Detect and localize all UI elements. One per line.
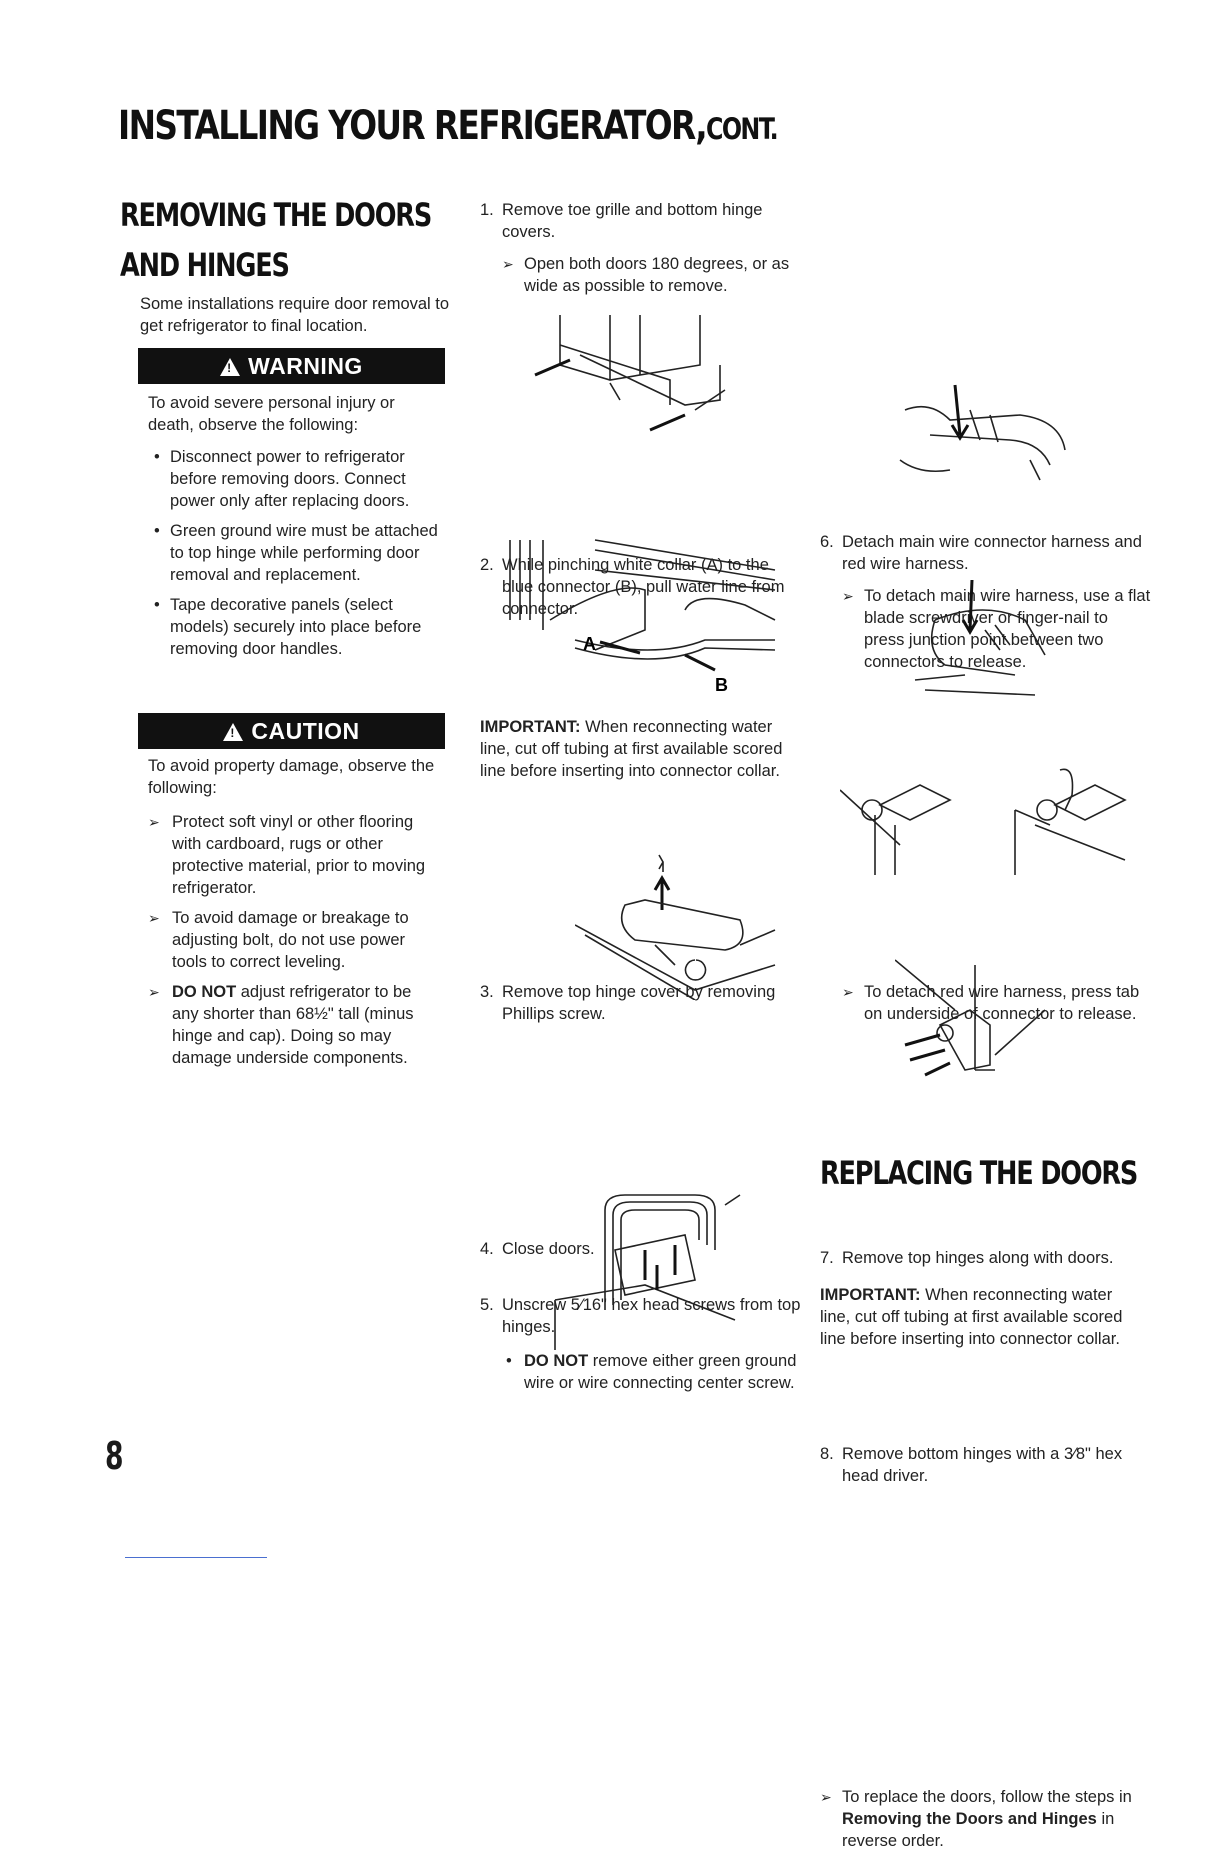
removing-heading: [120, 190, 431, 290]
caution-intro: To avoid property damage, observe the following:: [148, 757, 435, 797]
step-5-sub: [502, 1350, 802, 1394]
important-note-2: [820, 1284, 1130, 1350]
replacing-step-pre: To replace the doors, follow the steps in: [842, 1788, 1132, 1806]
top-hinges-figure: [840, 765, 1130, 880]
replacing-step-strong: Removing the Doors and Hinges: [842, 1810, 1097, 1828]
caution-item-strong: DO NOT: [172, 983, 237, 1001]
warning-banner: [138, 348, 445, 384]
figure-label-b: B: [715, 675, 728, 695]
step-8-text: Remove bottom hinges with a 3⁄8" hex head driver.: [842, 1445, 1123, 1485]
step-1-sub: ➢ Open both doors 180 degrees, or as wide as possible to remove.: [502, 253, 802, 297]
footer-rule: [125, 1557, 267, 1558]
step-5-sub-rest: remove either green ground wire or wire connecting center screw.: [524, 1352, 797, 1392]
step-number: 5.: [480, 1296, 494, 1314]
warning-item: • Disconnect power to refrigerator before removing doors. Connect power only after replacing doors.: [148, 446, 438, 512]
step-number: 6.: [820, 533, 834, 551]
caution-banner: [138, 713, 445, 749]
toe-grille-figure: [520, 305, 740, 440]
step-5-text: Unscrew 5⁄16" hex head screws from top hinges.: [502, 1296, 801, 1336]
removing-heading-line1: REMOVING THE DOORS: [120, 196, 432, 234]
step-6-text: Detach main wire connector harness and red wire harness.: [842, 533, 1142, 573]
warning-item: • Tape decorative panels (select models) securely into place before removing door handles.: [148, 594, 438, 660]
warning-intro: To avoid severe personal injury or death, observe the following:: [148, 394, 395, 434]
step-number: 2.: [480, 556, 494, 574]
top-hinge-screws-figure: [545, 1190, 765, 1350]
page-title-main: INSTALLING YOUR REFRIGERATOR,: [118, 103, 707, 149]
step-5-sub-strong: DO NOT: [524, 1352, 589, 1370]
removing-intro: Some installations require door removal to get refrigerator to final location.: [140, 295, 450, 335]
warning-label: WARNING: [248, 353, 363, 379]
figure-label-a: A: [583, 634, 596, 654]
warning-triangle-icon: [220, 358, 240, 376]
important-note-1: [480, 716, 790, 782]
step-number: 1.: [480, 201, 494, 219]
main-wire-harness-figure: [890, 380, 1080, 490]
step-4-text: Close doors.: [502, 1240, 595, 1258]
step-number: 7.: [820, 1249, 834, 1267]
bottom-hinges-figure: [895, 955, 1055, 1085]
page-number: 8: [105, 1434, 124, 1478]
caution-item: ➢ To avoid damage or breakage to adjusting bolt, do not use power tools to correct leveling.: [148, 907, 440, 973]
water-line-figure: [505, 530, 785, 695]
step-1: [480, 199, 802, 297]
caution-item: ➢ Protect soft vinyl or other flooring with cardboard, rugs or other protective material, prior to moving refrigerator.: [148, 811, 440, 899]
step-1-text: Remove toe grille and bottom hinge covers.: [502, 201, 763, 241]
step-6-sub-1: ➢ To detach main wire harness, use a flat blade screwdriver or finger-nail to press junction point between two connectors to release.: [842, 585, 1152, 673]
step-number: 3.: [480, 983, 494, 1001]
step-number: 8.: [820, 1445, 834, 1463]
important-text: When reconnecting water line, cut off tubing at first available scored line before inserting into connector collar.: [820, 1286, 1123, 1348]
caution-triangle-icon: [223, 723, 243, 741]
caution-item-rest: adjust refrigerator to be any shorter than 68½" tall (minus hinge and cap). Doing so may damage underside components.: [172, 983, 414, 1067]
step-7-text: Remove top hinges along with doors.: [842, 1249, 1114, 1267]
replacing-step: [820, 1786, 1152, 1852]
page-title: [118, 103, 777, 149]
removing-heading-line2: AND HINGES: [120, 246, 289, 284]
caution-item: [148, 981, 440, 1069]
important-text: When reconnecting water line, cut off tubing at first available scored line before inserting into connector collar.: [480, 718, 783, 780]
step-2-text: While pinching white collar (A) to the blue connector (B), pull water line from connector.: [502, 556, 785, 618]
step-8: [820, 1443, 1152, 1487]
warning-content: [148, 392, 438, 668]
step-number: 4.: [480, 1240, 494, 1258]
replacing-step-post: in reverse order.: [842, 1810, 1115, 1850]
red-wire-harness-figure: [905, 580, 1055, 700]
top-hinge-cover-figure: [575, 850, 785, 1000]
caution-label: CAUTION: [251, 718, 360, 744]
replacing-heading: REPLACING THE DOORS: [820, 1154, 1138, 1192]
step-6-sub-2: ➢ To detach red wire harness, press tab on underside of connector to release.: [842, 981, 1154, 1025]
caution-content: [148, 755, 440, 1077]
important-label: IMPORTANT:: [820, 1286, 921, 1304]
step-7: [820, 1247, 1152, 1269]
warning-item: • Green ground wire must be attached to top hinge while performing door removal and replacement.: [148, 520, 438, 586]
page-title-suffix: CONT.: [706, 112, 778, 146]
important-label: IMPORTANT:: [480, 718, 581, 736]
step-3-text: Remove top hinge cover by removing Phillips screw.: [502, 983, 776, 1023]
